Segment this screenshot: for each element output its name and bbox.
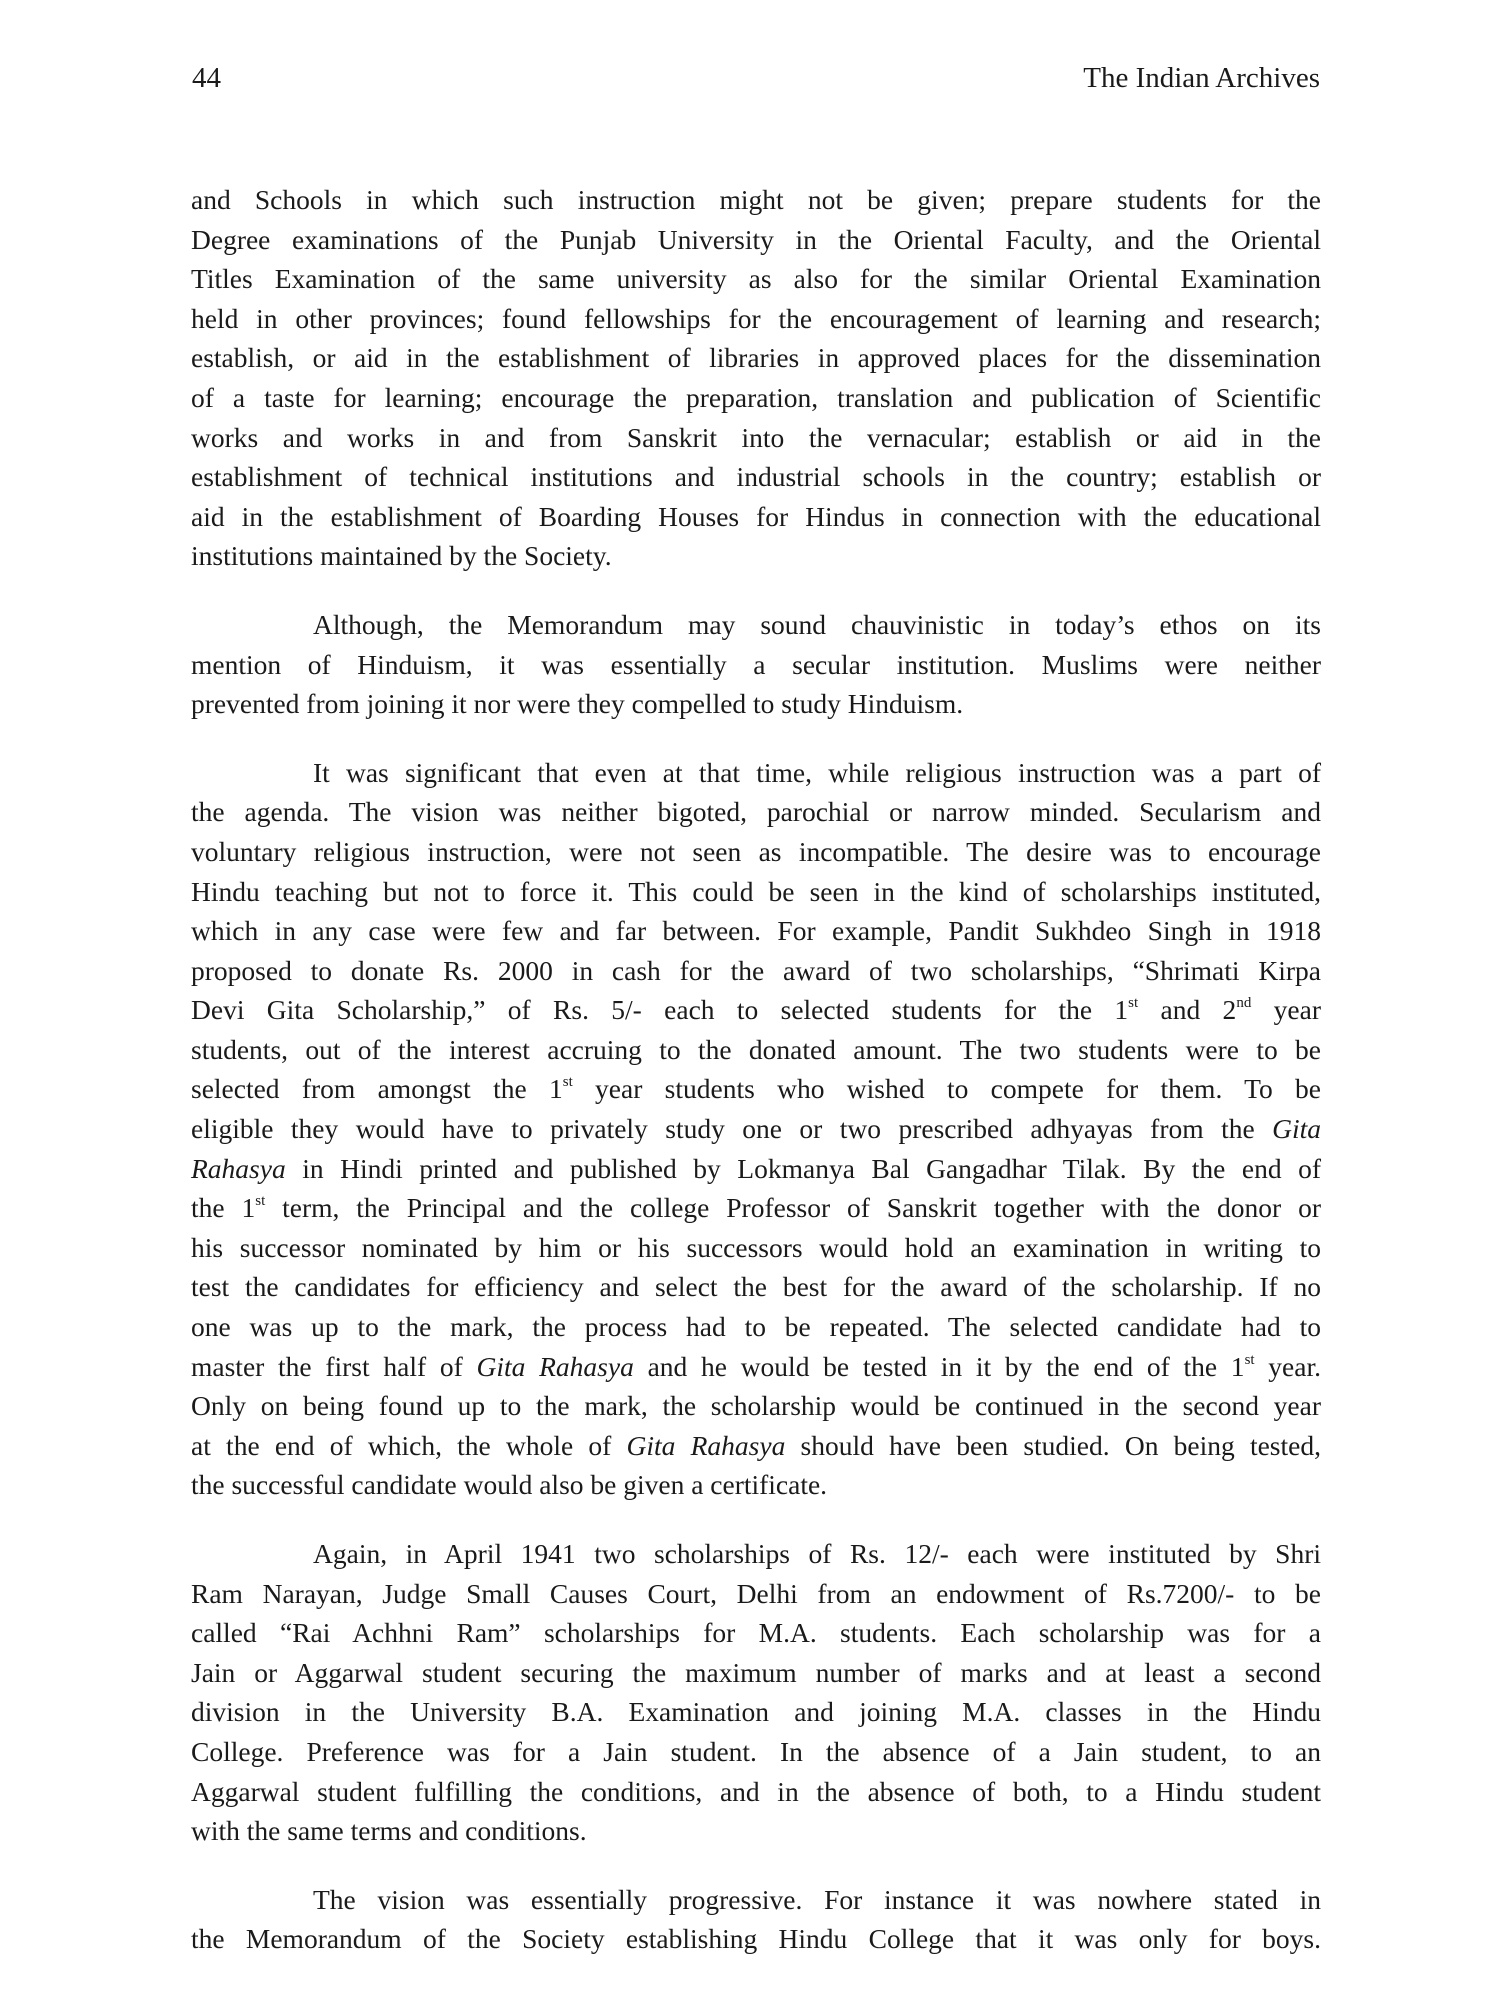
text-run: Titles Examination of the same university as also for the similar Oriental Examination (191, 263, 1321, 295)
text-run: Ram Narayan, Judge Small Causes Court, Delhi from an endowment of Rs.7200/- to be (191, 1577, 1321, 1609)
text-line (191, 180, 1321, 220)
text-run: should have been studied. On being tested, (785, 1429, 1321, 1461)
text-line (191, 378, 1321, 418)
text-line (191, 792, 1321, 832)
running-title: The Indian Archives (1083, 62, 1320, 94)
text-run: the 1 (191, 1192, 256, 1224)
text-line (191, 872, 1321, 912)
text-run: and 2 (1138, 994, 1237, 1026)
italic-title: Gita Rahasya (476, 1350, 634, 1382)
text-line (191, 1732, 1321, 1772)
text-run: the Memorandum of the Society establishing Hindu College that it was only for boys. (191, 1923, 1321, 1955)
text-run: his successor nominated by him or his successors would hold an examination in writing to (191, 1231, 1321, 1263)
text-run: The vision was essentially progressive. For instance it was nowhere stated in (313, 1883, 1321, 1915)
text-line (191, 1069, 1321, 1109)
text-run: works and works in and from Sanskrit into the vernacular; establish or aid in the (191, 421, 1321, 453)
text-line (191, 418, 1321, 458)
text-line (191, 1030, 1321, 1070)
text-run: students, out of the interest accruing to the donated amount. The two students were to be (191, 1033, 1321, 1065)
ordinal-superscript: st (1128, 995, 1139, 1012)
text-run: mention of Hinduism, it was essentially a secular institution. Muslims were neither (191, 648, 1321, 680)
text-run: Although, the Memorandum may sound chauvinistic in today’s ethos on its (313, 608, 1321, 640)
italic-title: Gita (1272, 1113, 1321, 1145)
text-line (191, 1880, 1321, 1920)
text-run: aid in the establishment of Boarding Houses for Hindus in connection with the educational (191, 500, 1321, 532)
text-run: Jain or Aggarwal student securing the maximum number of marks and at least a second (191, 1656, 1321, 1688)
text-line (191, 1109, 1321, 1149)
text-run: Devi Gita Scholarship,” of Rs. 5/- each to selected students for the 1 (191, 994, 1129, 1026)
text-line (191, 1426, 1321, 1466)
text-run: Aggarwal student fulfilling the conditions, and in the absence of both, to a Hindu student (191, 1775, 1321, 1807)
paragraph (191, 1534, 1321, 1851)
text-run: and he would be tested in it by the end of the 1 (633, 1350, 1245, 1382)
text-run: voluntary religious instruction, were not seen as incompatible. The desire was to encourage (191, 835, 1321, 867)
text-run: master the first half of (191, 1350, 477, 1382)
text-line (191, 911, 1321, 951)
text-run: institutions maintained by the Society. (191, 540, 612, 572)
text-line (191, 1613, 1321, 1653)
text-line (191, 1653, 1321, 1693)
text-run: Again, in April 1941 two scholarships of Rs. 12/- each were instituted by Shri (313, 1538, 1321, 1569)
text-line (191, 497, 1321, 537)
body-text (191, 180, 1321, 1988)
ordinal-superscript: st (562, 1074, 573, 1091)
text-line (191, 220, 1321, 260)
ordinal-superscript: st (1244, 1351, 1255, 1368)
text-line (191, 645, 1321, 685)
text-line (191, 1772, 1321, 1812)
text-run: test the candidates for efficiency and select the best for the award of the scholarship. If no (191, 1271, 1321, 1303)
text-run: It was significant that even at that time, while religious instruction was a part of (313, 756, 1321, 788)
text-line (191, 1465, 1321, 1505)
text-line (191, 1347, 1321, 1387)
text-line (191, 338, 1321, 378)
text-run: the successful candidate would also be given a certificate. (191, 1469, 828, 1501)
text-line (191, 1307, 1321, 1347)
text-run: the agenda. The vision was neither bigoted, parochial or narrow minded. Secularism and (191, 796, 1321, 828)
text-line (191, 1534, 1321, 1574)
text-line (191, 1188, 1321, 1228)
text-run: called “Rai Achhni Ram” scholarships for M.A. students. Each scholarship was for a (191, 1617, 1321, 1649)
text-run: division in the University B.A. Examination and joining M.A. classes in the Hindu (191, 1696, 1321, 1728)
text-run: one was up to the mark, the process had to be repeated. The selected candidate had to (191, 1311, 1321, 1343)
text-run: selected from amongst the 1 (191, 1073, 563, 1105)
text-line (191, 1692, 1321, 1732)
text-run: prevented from joining it nor were they compelled to study Hinduism. (191, 688, 964, 720)
text-line (191, 832, 1321, 872)
text-run: of a taste for learning; encourage the preparation, translation and publication of Scientific (191, 381, 1321, 413)
text-run: Degree examinations of the Punjab University in the Oriental Faculty, and the Oriental (191, 223, 1321, 255)
text-run: proposed to donate Rs. 2000 in cash for the award of two scholarships, “Shrimati Kirpa (191, 954, 1321, 986)
text-run: year (1251, 994, 1321, 1026)
text-run: eligible they would have to privately study one or two prescribed adhyayas from the (191, 1113, 1273, 1145)
ordinal-superscript: st (255, 1193, 266, 1210)
text-run: establish, or aid in the establishment of libraries in approved places for the dissemination (191, 342, 1321, 374)
page-number: 44 (192, 62, 221, 94)
text-line (191, 299, 1321, 339)
paragraph (191, 753, 1321, 1505)
text-run: which in any case were few and far between. For example, Pandit Sukhdeo Singh in 1918 (191, 915, 1321, 947)
text-run: Only on being found up to the mark, the scholarship would be continued in the second year (191, 1390, 1321, 1422)
text-run: held in other provinces; found fellowships for the encouragement of learning and research; (191, 302, 1321, 334)
text-line (191, 259, 1321, 299)
text-run: and Schools in which such instruction might not be given; prepare students for the (191, 184, 1321, 215)
text-line (191, 1149, 1321, 1189)
text-run: establishment of technical institutions and industrial schools in the country; establish or (191, 461, 1321, 493)
paragraph (191, 605, 1321, 724)
text-line (191, 1228, 1321, 1268)
text-line (191, 951, 1321, 991)
text-line (191, 1811, 1321, 1851)
italic-title: Gita Rahasya (626, 1429, 786, 1461)
ordinal-superscript: nd (1236, 995, 1252, 1012)
paragraph (191, 1880, 1321, 1959)
text-line (191, 1574, 1321, 1614)
text-line (191, 1267, 1321, 1307)
text-run: year. (1254, 1350, 1321, 1382)
text-run: in Hindi printed and published by Lokmanya Bal Gangadhar Tilak. By the end of (285, 1152, 1321, 1184)
text-line (191, 1386, 1321, 1426)
text-line (191, 536, 1321, 576)
text-line (191, 753, 1321, 793)
text-run: with the same terms and conditions. (191, 1815, 587, 1847)
text-run: term, the Principal and the college Professor of Sanskrit together with the donor or (265, 1192, 1321, 1224)
text-run: Hindu teaching but not to force it. This could be seen in the kind of scholarships instituted, (191, 875, 1321, 907)
text-run: at the end of which, the whole of (191, 1429, 627, 1461)
italic-title: Rahasya (191, 1152, 286, 1184)
text-line (191, 990, 1321, 1030)
text-line (191, 605, 1321, 645)
text-line (191, 457, 1321, 497)
paragraph (191, 180, 1321, 576)
text-line (191, 684, 1321, 724)
text-run: College. Preference was for a Jain student. In the absence of a Jain student, to an (191, 1735, 1321, 1767)
text-line (191, 1919, 1321, 1959)
text-run: year students who wished to compete for them. To be (572, 1073, 1321, 1105)
